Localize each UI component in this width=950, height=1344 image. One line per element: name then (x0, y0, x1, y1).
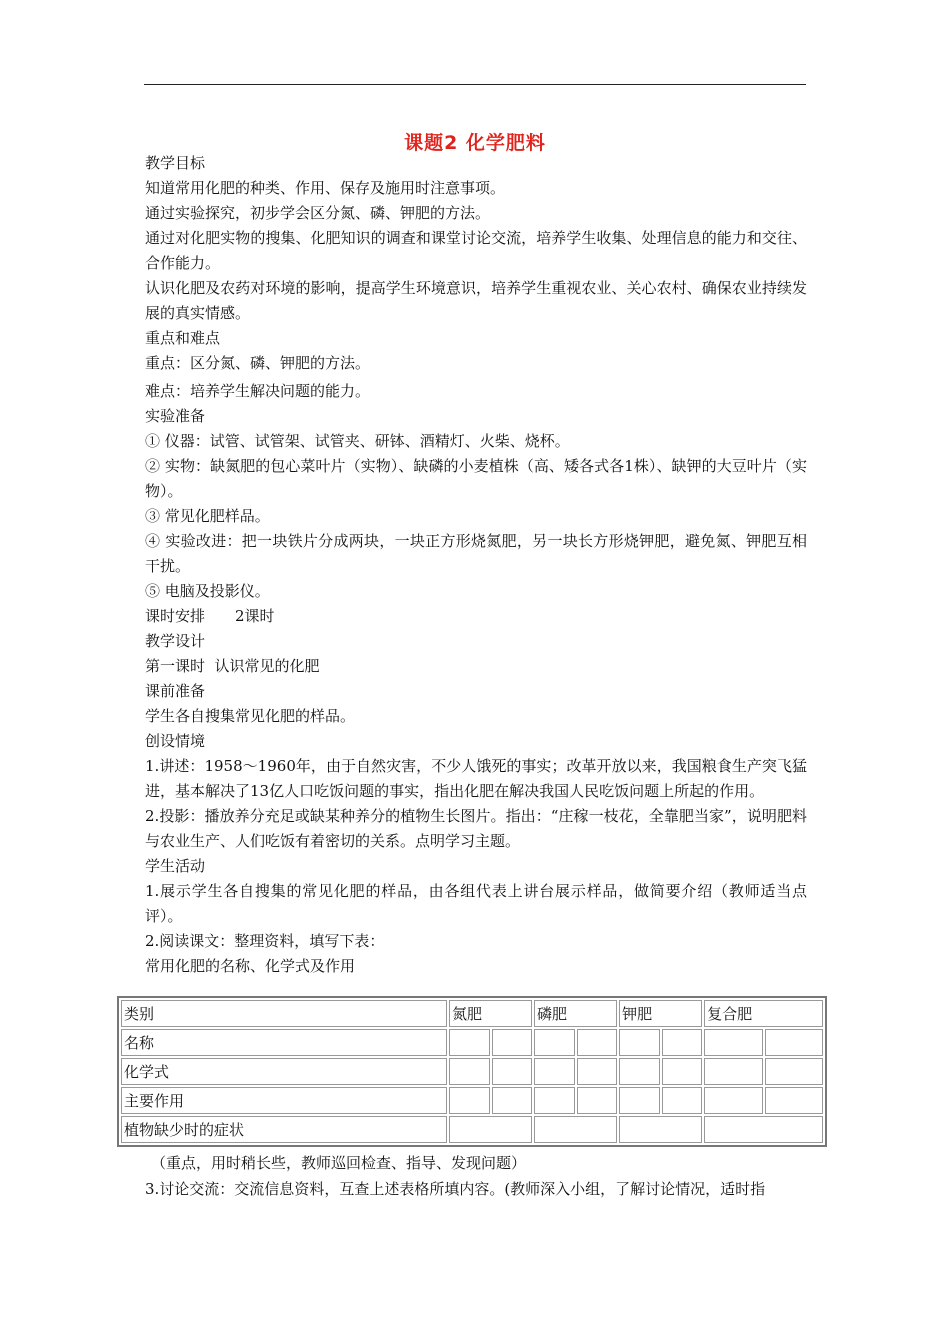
table-header-cell: 氮肥 (449, 1000, 532, 1027)
table-cell (449, 1058, 490, 1085)
row-label: 化学式 (121, 1058, 447, 1085)
table-header-row (121, 1000, 823, 1027)
header-rule (144, 84, 806, 85)
table-cell (492, 1058, 533, 1085)
table-cell (765, 1058, 823, 1085)
after-table-text (145, 1150, 807, 1202)
table-cell (619, 1087, 660, 1114)
table-cell (619, 1116, 702, 1143)
paragraph: 知道常用化肥的种类、作用、保存及施用时注意事项。 (145, 179, 506, 197)
list-item: ④ 实验改进：把一块铁片分成两块，一块正方形烧氮肥，另一块长方形烧钾肥，避免氮、钾肥互相干扰。 (145, 532, 807, 575)
table-cell (449, 1087, 490, 1114)
paragraph: 第一课时 认识常见的化肥 (145, 657, 320, 675)
row-label: 名称 (121, 1029, 447, 1056)
heading-pre-class: 课前准备 (145, 682, 206, 700)
table-cell (619, 1029, 660, 1056)
paragraph: 2.投影：播放养分充足或缺某种养分的植物生长图片。指出：“庄稼一枝花，全靠肥当家”，说明肥料与农业生产、人们吃饭有着密切的关系。点明学习主题。 (145, 807, 807, 850)
table-header-cell: 钾肥 (619, 1000, 702, 1027)
table-cell (704, 1116, 823, 1143)
table-header-cell: 磷肥 (534, 1000, 617, 1027)
table-cell (492, 1029, 533, 1056)
table-header-cell: 类别 (121, 1000, 447, 1027)
heading-objectives: 教学目标 (145, 154, 206, 172)
list-item: ③ 常见化肥样品。 (145, 507, 270, 525)
table-cell (449, 1116, 532, 1143)
paragraph: 课时安排 2课时 (145, 607, 275, 625)
paragraph: 通过对化肥实物的搜集、化肥知识的调查和课堂讨论交流，培养学生收集、处理信息的能力和交往、合作能力。 (145, 229, 807, 272)
table-cell (534, 1029, 575, 1056)
list-item: ⑤ 电脑及投影仪。 (145, 582, 270, 600)
table-cell (765, 1029, 823, 1056)
heading-design: 教学设计 (145, 632, 206, 650)
row-label: 主要作用 (121, 1087, 447, 1114)
table-cell (704, 1087, 762, 1114)
table-cell (662, 1029, 703, 1056)
heading-activities: 学生活动 (145, 857, 206, 875)
table-cell (577, 1058, 618, 1085)
table-cell (577, 1087, 618, 1114)
table-cell (662, 1087, 703, 1114)
paragraph: 3.讨论交流：交流信息资料，互查上述表格所填内容。(教师深入小组，了解讨论情况，适时指 (145, 1180, 766, 1198)
fertilizer-table (117, 996, 827, 1147)
heading-key-points: 重点和难点 (145, 329, 221, 347)
table-cell (662, 1058, 703, 1085)
list-item: ② 实物：缺氮肥的包心菜叶片（实物）、缺磷的小麦植株（高、矮各式各1株）、缺钾的大豆叶片（实物）。 (145, 457, 807, 500)
table-cell (534, 1087, 575, 1114)
table-cell (577, 1029, 618, 1056)
table-cell (449, 1029, 490, 1056)
table-row (121, 1116, 823, 1143)
document-title: 课题2 化学肥料 (404, 132, 546, 154)
paragraph: 重点：区分氮、磷、钾肥的方法。 (145, 354, 371, 372)
paragraph: 认识化肥及农药对环境的影响，提高学生环境意识，培养学生重视农业、关心农村、确保农业持续发展的真实情感。 (145, 279, 807, 322)
table-cell (534, 1116, 617, 1143)
table-row (121, 1029, 823, 1056)
paragraph: 通过实验探究，初步学会区分氮、磷、钾肥的方法。 (145, 204, 491, 222)
table-caption: 常用化肥的名称、化学式及作用 (145, 957, 356, 975)
paragraph: （重点，用时稍长些，教师巡回检查、指导、发现问题） (151, 1154, 527, 1172)
list-item: ① 仪器：试管、试管架、试管夹、研钵、酒精灯、火柴、烧杯。 (145, 432, 570, 450)
table-cell (704, 1058, 762, 1085)
table-row (121, 1087, 823, 1114)
heading-preparation: 实验准备 (145, 407, 206, 425)
heading-scenario: 创设情境 (145, 732, 206, 750)
table-cell (704, 1029, 762, 1056)
table-cell (492, 1087, 533, 1114)
table-row (121, 1058, 823, 1085)
paragraph: 学生各自搜集常见化肥的样品。 (145, 707, 356, 725)
paragraph: 1.展示学生各自搜集的常见化肥的样品，由各组代表上讲台展示样品，做简要介绍（教师适当点评）。 (145, 882, 807, 925)
table-cell (619, 1058, 660, 1085)
table-cell (534, 1058, 575, 1085)
table-cell (765, 1087, 823, 1114)
paragraph: 难点：培养学生解决问题的能力。 (145, 382, 371, 400)
table-header-cell: 复合肥 (704, 1000, 823, 1027)
body-text (145, 151, 807, 979)
row-label: 植物缺少时的症状 (121, 1116, 447, 1143)
paragraph: 1.讲述：1958～1960年，由于自然灾害，不少人饿死的事实；改革开放以来，我国粮食生产突飞猛进，基本解决了13亿人口吃饭问题的事实，指出化肥在解决我国人民吃饭问题上所起的作用。 (145, 757, 807, 800)
paragraph: 2.阅读课文：整理资料，填写下表： (145, 932, 385, 950)
